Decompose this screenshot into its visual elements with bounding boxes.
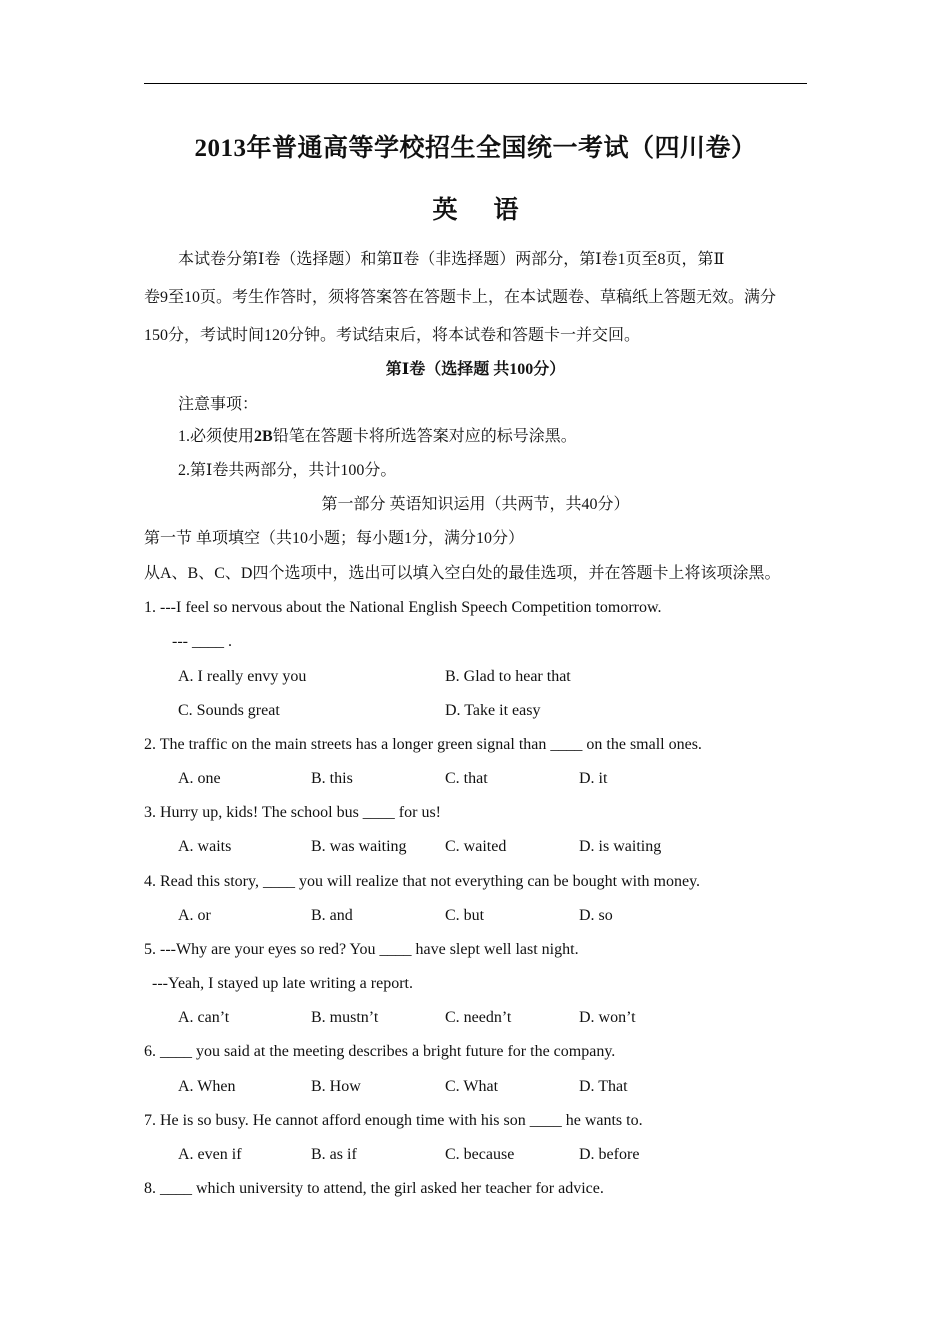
notes-item-2: 2.第Ⅰ卷共两部分，共计100分。 [178,462,397,479]
question-5-stem: 5. ---Why are your eyes so red? You ____ have slept well last night. [144,941,579,958]
question-6-option-a: A. When [178,1078,236,1095]
question-5-option-b: B. mustn’t [311,1009,379,1026]
subject-char-2: 语 [493,197,519,224]
notes-item-1: 1.必须使用2B铅笔在答题卡将所选答案对应的标号涂黑。 [178,428,577,445]
volume-title: 第Ⅰ卷（选择题 共100分） [385,361,566,378]
question-7-option-b: B. as if [311,1146,357,1163]
question-3-option-d: D. is waiting [579,838,662,855]
instruction: 从A、B、C、D四个选项中，选出可以填入空白处的最佳选项，并在答题卡上将该项涂黑。 [144,565,781,582]
question-1-reply: --- ____ . [172,633,232,650]
question-1-option-a: A. I really envy you [178,668,307,685]
question-6-stem: 6. ____ you said at the meeting describes a bright future for the company. [144,1043,616,1060]
intro-line-1: 本试卷分第Ⅰ卷（选择题）和第Ⅱ卷（非选择题）两部分，第Ⅰ卷1页至8页，第Ⅱ [178,251,725,268]
question-3-option-c: C. waited [445,838,507,855]
notes-heading: 注意事项： [178,396,259,413]
question-7-option-c: C. because [445,1146,515,1163]
question-5-option-d: D. won’t [579,1009,636,1026]
question-1-stem: 1. ---I feel so nervous about the National English Speech Competition tomorrow. [144,599,662,616]
question-6-option-d: D. That [579,1078,628,1095]
question-3-stem: 3. Hurry up, kids! The school bus ____ for us! [144,804,442,821]
intro-line-2: 卷9至10页。考生作答时，须将答案答在答题卡上，在本试题卷、草稿纸上答题无效。满分 [144,289,777,306]
question-6-option-b: B. How [311,1078,361,1095]
question-5-option-a: A. can’t [178,1009,230,1026]
subject-title [144,193,807,229]
question-3-option-a: A. waits [178,838,232,855]
question-6-option-c: C. What [445,1078,499,1095]
question-5-reply: ---Yeah, I stayed up late writing a report. [152,975,413,992]
part1-title: 第一部分 英语知识运用（共两节，共40分） [321,496,630,513]
question-3-option-b: B. was waiting [311,838,407,855]
question-1-option-d: D. Take it easy [445,702,541,719]
question-8-stem: 8. ____ which university to attend, the girl asked her teacher for advice. [144,1180,604,1197]
question-4-option-c: C. but [445,907,485,924]
question-4-option-b: B. and [311,907,353,924]
header-rule [144,83,807,84]
question-5-option-c: C. needn’t [445,1009,512,1026]
section1-title: 第一节 单项填空（共10小题；每小题1分，满分10分） [144,530,525,547]
subject-char-1: 英 [432,197,458,224]
question-2-stem: 2. The traffic on the main streets has a longer green signal than ____ on the small ones. [144,736,702,753]
question-4-option-a: A. or [178,907,211,924]
question-1-option-c: C. Sounds great [178,702,280,719]
question-7-option-d: D. before [579,1146,640,1163]
question-7-stem: 7. He is so busy. He cannot afford enough time with his son ____ he wants to. [144,1112,643,1129]
question-4-option-d: D. so [579,907,613,924]
question-7-option-a: A. even if [178,1146,242,1163]
question-2-option-a: A. one [178,770,221,787]
question-2-option-c: C. that [445,770,488,787]
intro-line-3: 150分，考试时间120分钟。考试结束后，将本试卷和答题卡一并交回。 [144,327,641,344]
question-2-option-b: B. this [311,770,353,787]
exam-title: 2013年普通高等学校招生全国统一考试（四川卷） [194,135,757,162]
question-4-stem: 4. Read this story, ____ you will realize that not everything can be bought with money. [144,873,701,890]
question-1-option-b: B. Glad to hear that [445,668,571,685]
question-2-option-d: D. it [579,770,608,787]
